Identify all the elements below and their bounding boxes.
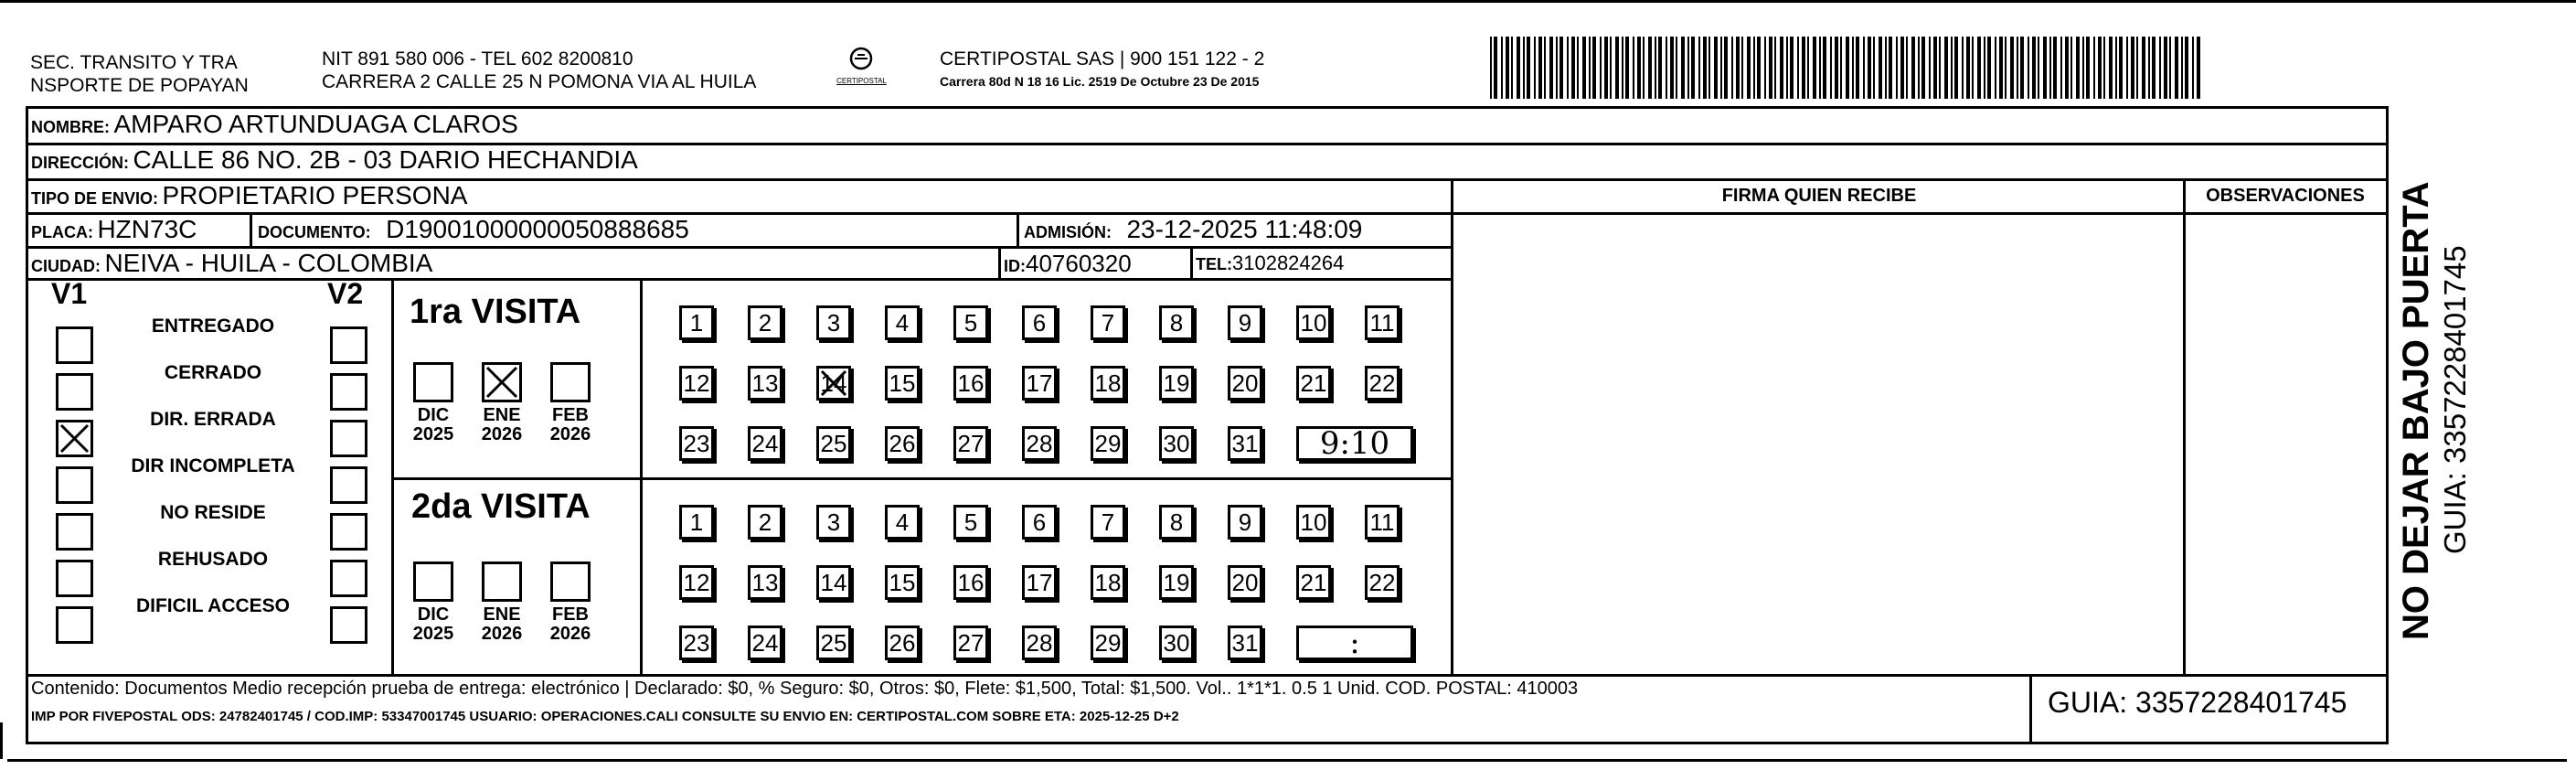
v1-checkbox[interactable] <box>56 466 93 504</box>
day-number: 17 <box>1026 369 1053 397</box>
v1-checkbox[interactable] <box>56 420 93 457</box>
day-number: 8 <box>1169 308 1184 337</box>
day-number: 27 <box>957 429 985 457</box>
day-number: 11 <box>1369 308 1395 337</box>
day-box[interactable] <box>1365 565 1400 600</box>
day-number: 28 <box>1026 628 1053 657</box>
day-number: 27 <box>957 628 985 657</box>
day-box[interactable] <box>1022 305 1057 340</box>
day-number: 24 <box>751 628 779 657</box>
day-number: 1 <box>689 508 704 536</box>
v1-checkbox[interactable] <box>56 606 93 644</box>
month-name: FEB <box>552 604 589 625</box>
status-option-label: NO RESIDE <box>160 502 266 523</box>
day-number: 20 <box>1231 369 1259 397</box>
status-option-label: DIR. ERRADA <box>150 409 276 430</box>
day-number: 26 <box>889 628 916 657</box>
month-label <box>543 406 598 444</box>
day-box[interactable] <box>679 305 714 340</box>
day-box[interactable] <box>748 305 782 340</box>
day-number: 24 <box>751 429 779 457</box>
contact-line-2: CARRERA 2 CALLE 25 N POMONA VIA AL HUILA <box>322 71 757 92</box>
day-number: 6 <box>1032 308 1047 337</box>
guia-left-border <box>2029 674 2032 744</box>
month-name: DIC <box>417 604 450 625</box>
day-box[interactable] <box>1296 366 1331 401</box>
month-label <box>406 406 461 444</box>
day-number: 5 <box>963 508 978 536</box>
direccion-value: CALLE 86 NO. 2B - 03 DARIO HECHANDIA <box>133 145 638 174</box>
day-box[interactable] <box>748 505 782 540</box>
row-id <box>1004 250 1132 278</box>
month-name: ENE <box>483 405 521 425</box>
day-number: 20 <box>1231 568 1259 596</box>
tipo-value: PROPIETARIO PERSONA <box>162 181 468 209</box>
certipostal-logo <box>827 44 896 95</box>
day-box[interactable] <box>1091 505 1125 540</box>
day-box[interactable] <box>816 626 851 660</box>
month-checkbox[interactable] <box>482 362 522 402</box>
day-box[interactable] <box>1091 565 1125 600</box>
month-name: ENE <box>483 604 521 625</box>
row-tel <box>1196 251 1344 275</box>
tel-divider <box>1190 246 1193 278</box>
placa-divider <box>250 212 252 246</box>
v1-checkbox[interactable] <box>56 373 93 411</box>
v2-checkbox[interactable] <box>330 466 367 504</box>
row-tipo <box>31 181 467 210</box>
footer-imp: IMP POR FIVEPOSTAL ODS: 24782401745 / COD.IMP: 53347001745 USUARIO: OPERACIONES.CALI CONSULTE SU ENVIO EN: CERTIPOSTAL.COM SOBRE ETA: 2025-12-25 D+2 <box>31 709 1179 724</box>
sender-line-2: NSPORTE DE POPAYAN <box>30 75 249 96</box>
admision-value: 23-12-2025 11:48:09 <box>1126 215 1363 243</box>
day-check-mark <box>819 369 848 404</box>
v2-checkbox[interactable] <box>330 606 367 644</box>
day-number: 18 <box>1094 369 1122 397</box>
documento-label: DOCUMENTO: <box>258 223 371 241</box>
day-box[interactable] <box>1091 426 1125 461</box>
day-number: 5 <box>963 308 978 337</box>
day-box[interactable] <box>1365 305 1400 340</box>
bottom-edge-line <box>7 759 2567 762</box>
day-box[interactable] <box>885 426 920 461</box>
id-value: 40760320 <box>1026 250 1132 277</box>
day-box[interactable] <box>748 366 782 401</box>
admision-divider <box>1017 212 1019 246</box>
v1-checkbox[interactable] <box>56 513 93 551</box>
row-admision <box>1024 215 1362 244</box>
day-number: 7 <box>1101 308 1115 337</box>
v2-label: V2 <box>327 277 364 310</box>
side-warning-text: NO DEJAR BAJO PUERTA <box>2396 181 2436 640</box>
row-documento <box>258 215 689 244</box>
month-checkbox[interactable] <box>413 561 453 602</box>
documento-value: D19001000000050888685 <box>386 215 689 243</box>
day-box[interactable] <box>953 305 988 340</box>
day-number: 16 <box>957 568 985 596</box>
day-number: 15 <box>889 568 916 596</box>
row-placa <box>31 215 197 244</box>
row-nombre <box>31 110 518 139</box>
day-box[interactable] <box>885 305 920 340</box>
month-name: DIC <box>417 405 450 425</box>
day-number: 23 <box>683 628 710 657</box>
v1-checkbox[interactable] <box>56 326 93 364</box>
ciudad-label: CIUDAD: <box>31 257 101 275</box>
day-box[interactable] <box>1159 565 1194 600</box>
day-number: 13 <box>751 568 779 596</box>
day-number: 8 <box>1169 508 1184 536</box>
day-number: 30 <box>1163 429 1190 457</box>
day-number: 3 <box>826 308 841 337</box>
day-box[interactable] <box>679 366 714 401</box>
tel-value: 3102824264 <box>1232 251 1345 274</box>
observaciones-left-border <box>2183 178 2186 674</box>
month-checkbox[interactable] <box>413 362 453 402</box>
nombre-label: NOMBRE: <box>31 118 110 136</box>
day-box[interactable] <box>748 565 782 600</box>
contact-line-1: NIT 891 580 006 - TEL 602 8200810 <box>322 48 633 70</box>
day-box[interactable] <box>1022 565 1057 600</box>
day-number: 25 <box>820 628 847 657</box>
carrier-line-2: Carrera 80d N 18 16 Lic. 2519 De Octubre 23 De 2015 <box>940 74 1260 89</box>
day-number: 22 <box>1368 369 1396 397</box>
month-checkbox[interactable] <box>482 561 522 602</box>
admision-label: ADMISIÓN: <box>1024 223 1112 241</box>
tipo-label: TIPO DE ENVIO: <box>31 189 159 208</box>
month-year: 2026 <box>481 624 523 644</box>
day-box[interactable] <box>816 565 851 600</box>
day-box[interactable] <box>1365 366 1400 401</box>
day-box[interactable] <box>1159 505 1194 540</box>
logo-text: CERTIPOSTAL <box>836 77 887 85</box>
v1-checkbox[interactable] <box>56 560 93 597</box>
firma-left-border <box>1451 178 1453 674</box>
v1-label: V1 <box>51 277 88 310</box>
day-box[interactable] <box>816 505 851 540</box>
status-option-label: REHUSADO <box>157 549 269 570</box>
placa-label: PLACA: <box>31 223 93 241</box>
day-number: 6 <box>1032 508 1047 536</box>
day-box[interactable] <box>1228 565 1262 600</box>
day-number: 29 <box>1094 429 1122 457</box>
status-option-label: DIFICIL ACCESO <box>135 595 290 616</box>
day-box[interactable] <box>1091 626 1125 660</box>
day-box[interactable] <box>748 626 782 660</box>
v2-checkbox[interactable] <box>330 373 367 411</box>
day-box[interactable] <box>1365 505 1400 540</box>
month-year: 2026 <box>549 424 591 444</box>
day-box[interactable] <box>1091 305 1125 340</box>
month-name: FEB <box>552 405 589 425</box>
day-box[interactable] <box>1022 626 1057 660</box>
day-box[interactable] <box>885 366 920 401</box>
day-number: 9 <box>1238 308 1252 337</box>
day-box[interactable] <box>679 426 714 461</box>
day-box[interactable] <box>1091 366 1125 401</box>
day-number: 14 <box>820 369 847 397</box>
day-number: 19 <box>1163 568 1190 596</box>
day-box[interactable] <box>953 505 988 540</box>
day-number: 2 <box>758 308 772 337</box>
visit-divider <box>391 477 1453 480</box>
footer-guia: GUIA: 3357228401745 <box>2048 686 2347 719</box>
day-box[interactable] <box>953 626 988 660</box>
day-number: 1 <box>689 308 704 337</box>
carrier-info <box>940 48 1264 91</box>
day-number: 21 <box>1300 369 1327 397</box>
day-number: 21 <box>1300 568 1327 596</box>
day-box[interactable] <box>1022 366 1057 401</box>
side-panel-border <box>2386 106 2389 679</box>
sender-contact <box>322 48 756 93</box>
day-number: 30 <box>1163 628 1190 657</box>
month-year: 2025 <box>412 424 454 444</box>
ciudad-value: NEIVA - HUILA - COLOMBIA <box>104 249 433 277</box>
second-visit-title: 2da VISITA <box>411 487 591 526</box>
direccion-label: DIRECCIÓN: <box>31 154 129 172</box>
firma-header: FIRMA QUIEN RECIBE <box>1721 186 1917 206</box>
day-number: 18 <box>1094 568 1122 596</box>
barcode <box>1490 37 2203 99</box>
day-number: 2 <box>758 508 772 536</box>
day-box[interactable] <box>1159 626 1194 660</box>
day-box[interactable] <box>885 626 920 660</box>
status-option-label: CERRADO <box>164 362 262 383</box>
status-option-label: DIR INCOMPLETA <box>131 455 295 476</box>
day-box[interactable] <box>1228 366 1262 401</box>
day-box[interactable] <box>748 426 782 461</box>
day-box[interactable] <box>679 565 714 600</box>
day-box[interactable] <box>1159 366 1194 401</box>
nombre-value: AMPARO ARTUNDUAGA CLAROS <box>113 110 518 138</box>
day-number: 12 <box>683 369 710 397</box>
day-number: 19 <box>1163 369 1190 397</box>
day-box[interactable] <box>1228 305 1262 340</box>
status-option-label: ENTREGADO <box>151 315 275 337</box>
day-number: 11 <box>1369 508 1395 536</box>
month-year: 2025 <box>412 624 454 644</box>
id-label: ID: <box>1004 257 1026 275</box>
sender-line-1: SEC. TRANSITO Y TRA <box>30 52 238 73</box>
day-box[interactable] <box>1228 626 1262 660</box>
day-number: 12 <box>683 568 710 596</box>
day-number: 15 <box>889 369 916 397</box>
visit-time-box[interactable]: 9:10 <box>1296 426 1413 461</box>
day-number: 23 <box>683 429 710 457</box>
day-number: 22 <box>1368 568 1396 596</box>
day-box[interactable] <box>1296 305 1331 340</box>
day-box[interactable] <box>679 505 714 540</box>
day-box[interactable] <box>885 505 920 540</box>
day-number: 26 <box>889 429 916 457</box>
day-box[interactable] <box>1159 305 1194 340</box>
day-box[interactable] <box>679 626 714 660</box>
day-number: 4 <box>895 308 910 337</box>
day-box[interactable] <box>1296 505 1331 540</box>
day-number: 10 <box>1300 508 1327 536</box>
footer-contenido: Contenido: Documentos Medio recepción prueba de entrega: electrónico | Declarado: $0, % Seguro: $0, Otros: $0, Flete: $1,500, Total: $1,500. Vol.. 1*1*1. 0.5 1 Unid. COD. POSTAL: 410003 <box>31 679 1579 699</box>
v2-checkbox[interactable] <box>330 420 367 457</box>
v2-checkbox[interactable] <box>330 513 367 551</box>
day-number: 4 <box>895 508 910 536</box>
placa-value: HZN73C <box>97 215 197 243</box>
day-box[interactable] <box>1159 426 1194 461</box>
tel-label: TEL: <box>1196 255 1232 273</box>
day-number: 10 <box>1300 308 1327 337</box>
sender-name <box>30 51 249 97</box>
day-box[interactable] <box>1022 505 1057 540</box>
left-edge-line <box>0 722 3 759</box>
v2-checkbox[interactable] <box>330 560 367 597</box>
day-number: 28 <box>1026 429 1053 457</box>
day-number: 3 <box>826 508 841 536</box>
day-box[interactable] <box>816 305 851 340</box>
day-box[interactable] <box>953 426 988 461</box>
id-divider <box>998 246 1001 278</box>
day-number: 25 <box>820 429 847 457</box>
months-right-border <box>640 278 643 674</box>
day-number: 31 <box>1231 628 1259 657</box>
day-box[interactable] <box>885 565 920 600</box>
day-box[interactable] <box>953 565 988 600</box>
day-box[interactable] <box>1022 426 1057 461</box>
day-box[interactable] <box>1296 565 1331 600</box>
day-number: 17 <box>1026 568 1053 596</box>
day-box[interactable] <box>1228 505 1262 540</box>
month-label <box>474 406 529 444</box>
day-number: 7 <box>1101 508 1115 536</box>
day-number: 13 <box>751 369 779 397</box>
observaciones-header: OBSERVACIONES <box>2206 186 2365 206</box>
month-checkbox[interactable] <box>550 362 591 402</box>
visit-time-box[interactable]: : <box>1296 626 1413 660</box>
status-right-border <box>391 278 394 674</box>
month-label <box>543 605 598 644</box>
row-divider-5 <box>26 278 1453 281</box>
day-number: 14 <box>820 568 847 596</box>
side-guia-text: GUIA: 3357228401745 <box>2438 245 2472 554</box>
month-checkbox[interactable] <box>550 561 591 602</box>
footer-divider <box>26 674 2389 677</box>
day-number: 9 <box>1238 508 1252 536</box>
month-year: 2026 <box>549 624 591 644</box>
month-label <box>474 605 529 644</box>
day-box[interactable] <box>816 426 851 461</box>
month-year: 2026 <box>481 424 523 444</box>
day-box[interactable] <box>953 366 988 401</box>
v2-checkbox[interactable] <box>330 326 367 364</box>
month-label <box>406 605 461 644</box>
day-number: 31 <box>1231 429 1259 457</box>
row-ciudad <box>31 249 432 278</box>
top-edge-line <box>0 0 2576 3</box>
day-number: 29 <box>1094 628 1122 657</box>
first-visit-title: 1ra VISITA <box>410 293 581 331</box>
carrier-line-1: CERTIPOSTAL SAS | 900 151 122 - 2 <box>940 48 1265 70</box>
day-box[interactable] <box>1228 426 1262 461</box>
row-direccion <box>31 145 638 175</box>
day-number: 16 <box>957 369 985 397</box>
day-box[interactable] <box>816 366 851 401</box>
